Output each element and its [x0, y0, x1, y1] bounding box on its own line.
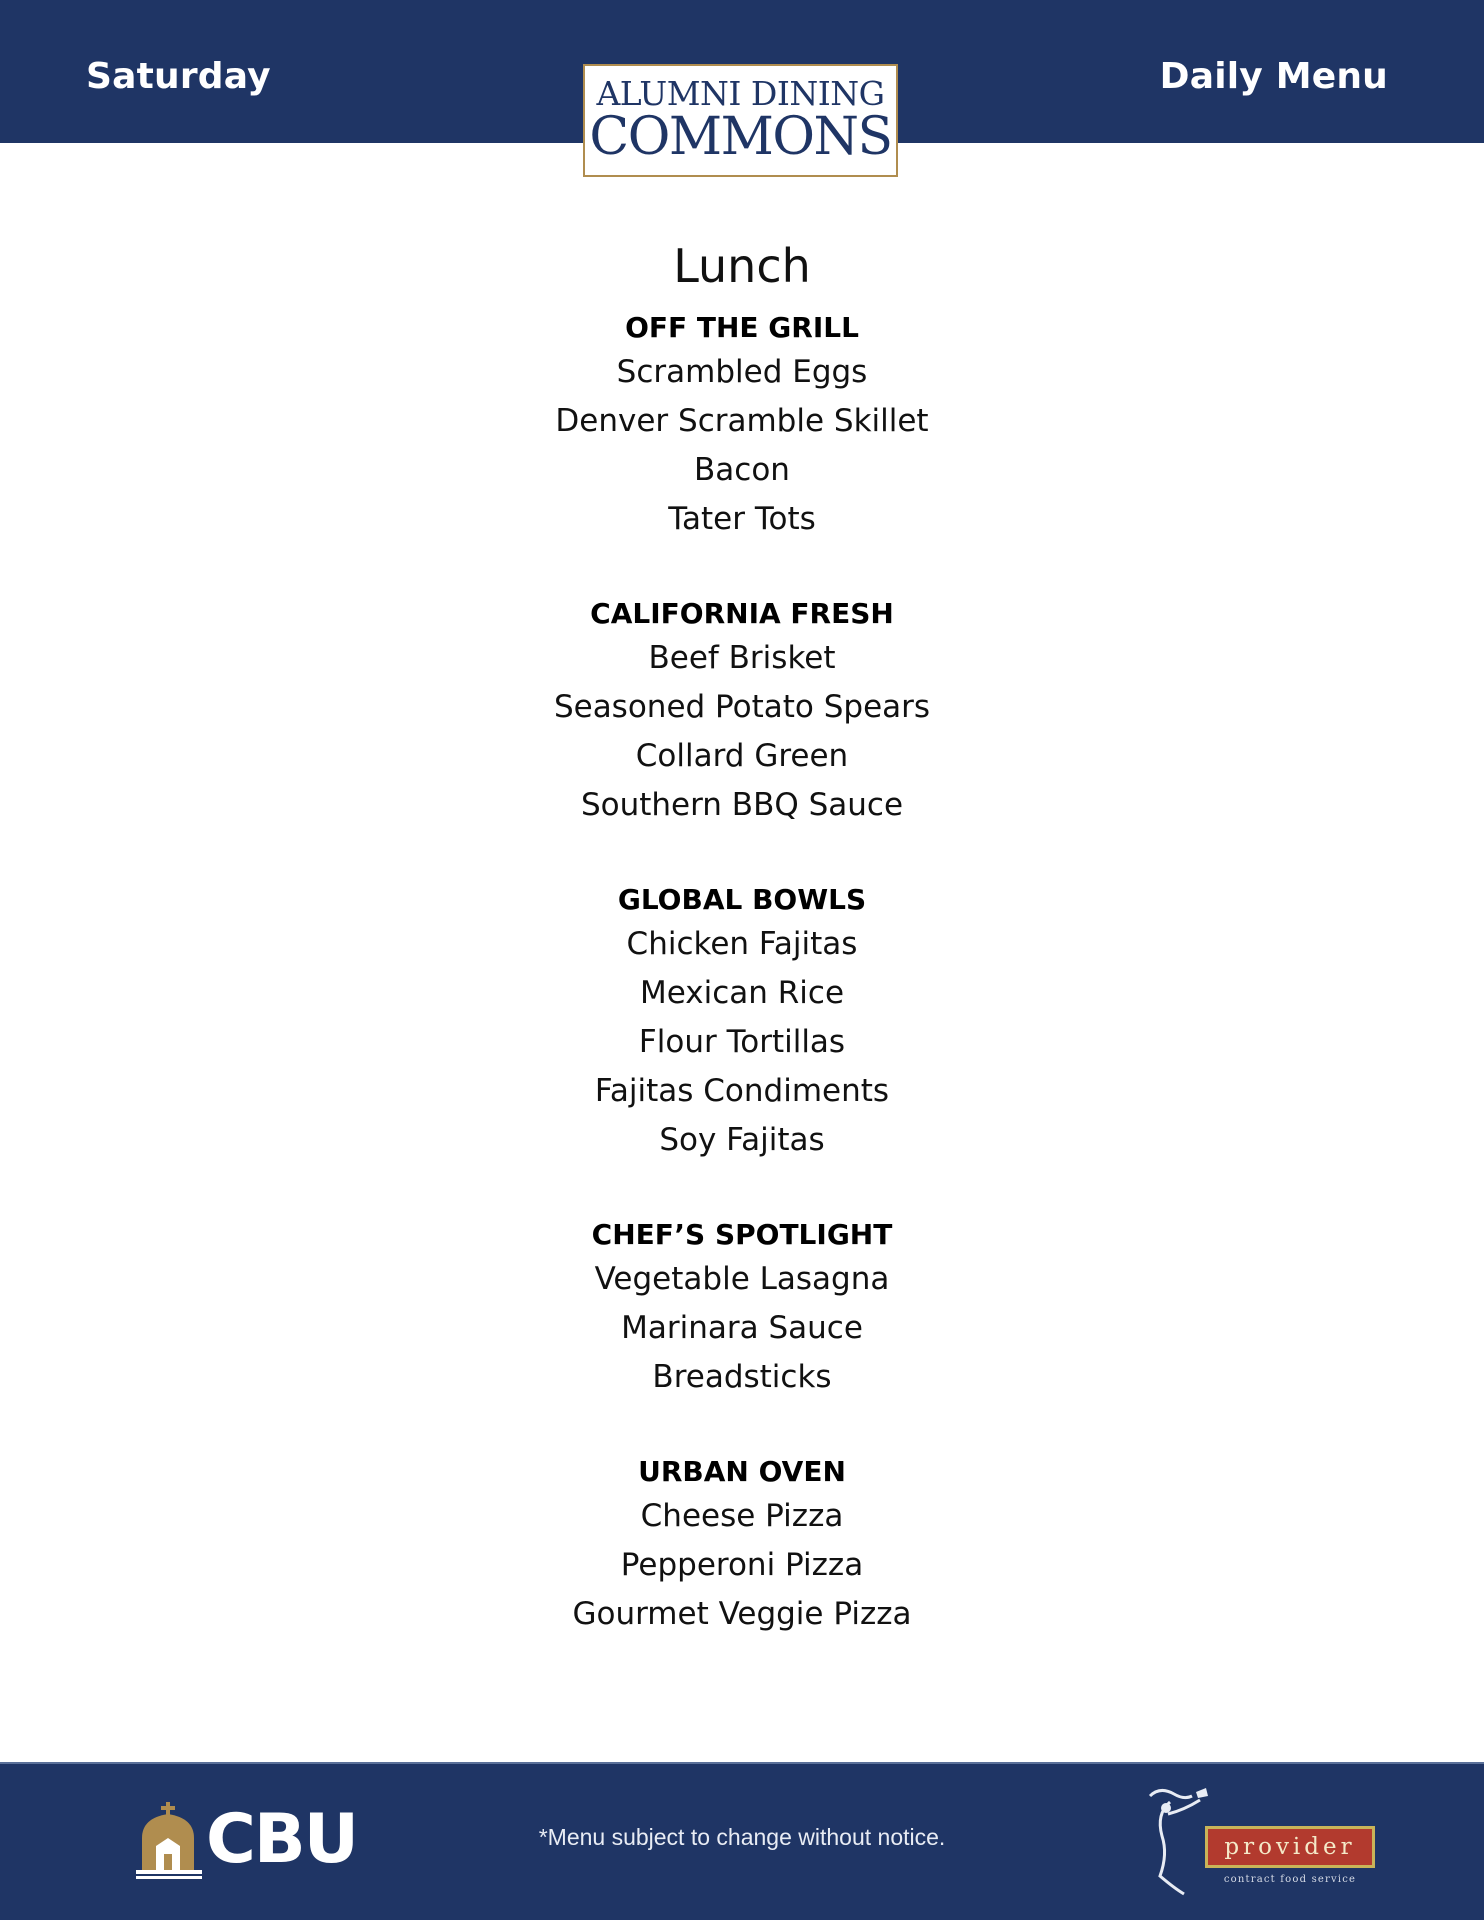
station-title: GLOBAL BOWLS [617, 883, 867, 916]
menu-item: Collard Green [635, 738, 849, 774]
menu-item: Gourmet Veggie Pizza [572, 1596, 912, 1632]
menu-item: Chicken Fajitas [626, 926, 858, 962]
menu-item: Beef Brisket [648, 640, 836, 676]
menu-item: Breadsticks [652, 1359, 832, 1395]
menu-item: Southern BBQ Sauce [580, 787, 904, 823]
menu-item: Fajitas Condiments [594, 1073, 890, 1109]
menu-item: Pepperoni Pizza [620, 1547, 864, 1583]
station-global-bowls [0, 880, 1484, 1165]
station-title: CHEF’S SPOTLIGHT [591, 1218, 893, 1251]
menu-item: Cheese Pizza [640, 1498, 844, 1534]
provider-tagline: contract food service [1223, 1874, 1357, 1885]
logo-line-1: ALUMNI DINING [596, 74, 885, 113]
station-chefs-spotlight [0, 1215, 1484, 1402]
station-title: URBAN OVEN [638, 1455, 846, 1488]
menu-content [0, 238, 1484, 1689]
menu-item: Tater Tots [668, 501, 816, 537]
menu-item: Soy Fajitas [659, 1122, 825, 1158]
provider-wordmark: provider [1205, 1826, 1375, 1868]
station-title: CALIFORNIA FRESH [590, 597, 894, 630]
daily-menu-label: Daily Menu [1159, 56, 1388, 97]
station-urban-oven [0, 1452, 1484, 1639]
alumni-dining-commons-logo [583, 64, 898, 177]
menu-item: Marinara Sauce [621, 1310, 863, 1346]
footer-bar [0, 1762, 1484, 1920]
menu-item: Seasoned Potato Spears [553, 689, 931, 725]
menu-item: Vegetable Lasagna [594, 1261, 890, 1297]
station-california-fresh [0, 594, 1484, 830]
menu-disclaimer: *Menu subject to change without notice. [538, 1824, 946, 1850]
day-label: Saturday [86, 56, 271, 97]
provider-logo [1140, 1784, 1385, 1899]
cbu-wordmark: CBU [206, 1800, 357, 1879]
station-title: OFF THE GRILL [625, 311, 859, 344]
station-off-the-grill [0, 308, 1484, 544]
meal-title: Lunch [673, 239, 811, 293]
logo-line-2: COMMONS [589, 107, 892, 167]
menu-item: Mexican Rice [639, 975, 845, 1011]
menu-item: Bacon [694, 452, 790, 488]
menu-item: Scrambled Eggs [616, 354, 868, 390]
menu-item: Flour Tortillas [638, 1024, 846, 1060]
menu-item: Denver Scramble Skillet [555, 403, 929, 439]
